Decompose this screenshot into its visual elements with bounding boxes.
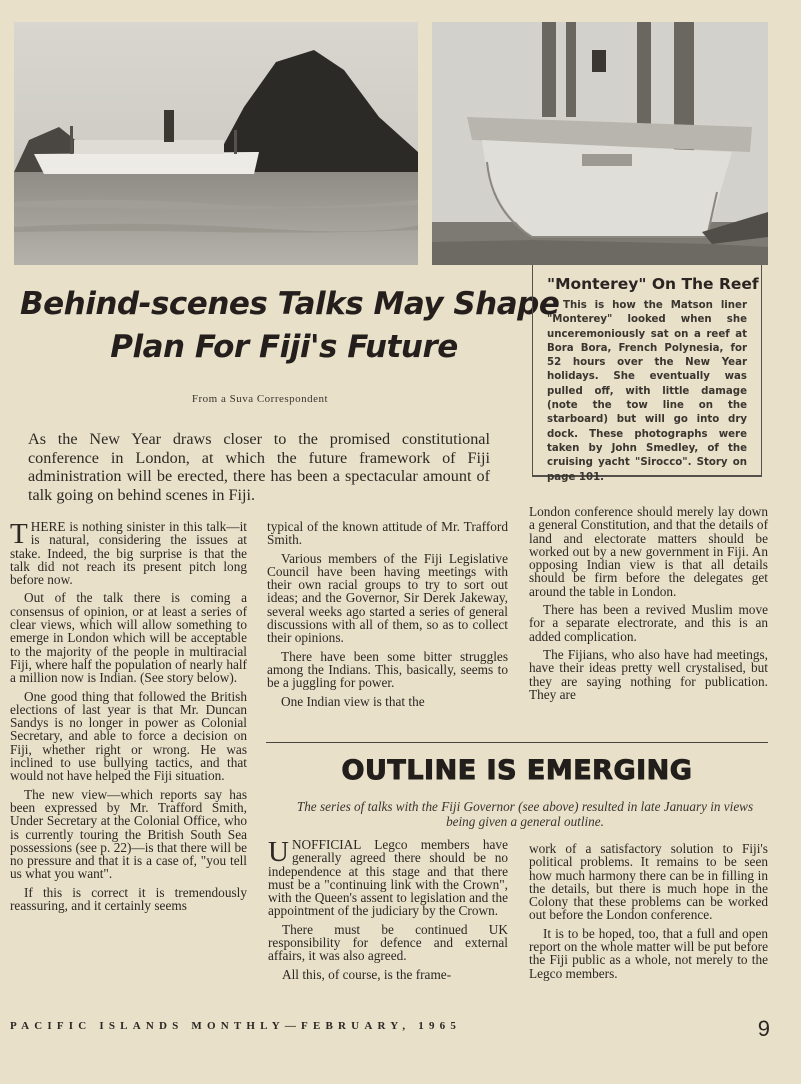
paragraph: Out of the talk there is coming a consensus of opinion, or at least a series of clear views, which will allow something to emerge in London which will be acceptable to the majority of the people in multiracial Fiji, where half the population of nearly half a million now is Indian. (See story below). (10, 590, 247, 686)
paragraph: London conference should merely lay down a general Constitution, and that the details of land and electorate matters should be worked out by a new government in Fiji. An opposing Indian view is that all details should be firm before the delegates get around the table in London. (529, 504, 768, 599)
drop-cap: T (10, 518, 28, 550)
page-footer (10, 1016, 770, 1042)
byline: From a Suva Correspondent (191, 393, 329, 405)
headline-line-2: Plan For Fiji's Future (110, 329, 458, 365)
paragraph: There have been some bitter struggles among the Indians. This, basically, seems to be a juggling for power. (267, 648, 508, 691)
caption-text: This is how the Matson liner "Monterey" looked when she unceremoniously sat on a reef at Bora Bora, French Polynesia, for 52 hours over the New Year holidays. She eventually was pulled off, with little damage (note the tow line on the starboard) but will go into dry dock. These photographs were taken by John Smedley, of the cruising yacht "Sirocco". Story on page 101. (547, 300, 747, 483)
article-headline (20, 283, 560, 369)
photo-caption-box (532, 265, 762, 483)
paragraph: It is to be hoped, too, that a full and open report on the whole matter will be put before the Fiji public as a whole, not merely to the Legco members. (529, 925, 768, 981)
paragraph: The new view—which reports say has been expressed by Mr. Trafford Smith, Under Secretary at the Colonial Office, who is currently touring the British South Sea possessions (see p. 22)—is that there will be no pressure and that it is a case of, "you tell us what you want". (10, 786, 247, 882)
article2-column-2 (529, 842, 768, 985)
article2-column-1 (268, 838, 508, 986)
paragraph: work of a satisfactory solution to Fiji's political problems. It remains to be seen how much harmony there can be in filling in the details, but there is much hope in the Colony that these problems can be worked out before the London conference. (529, 841, 768, 923)
paragraph: One Indian view is that the (281, 693, 425, 709)
paragraph: One good thing that followed the British elections of last year is that Mr. Duncan Sandys is no longer in power as Colonial Secretary, and able to force a decision on Fiji, whether right or wrong. He was inclined to use bullying tactics, and that would not have helped the Fiji situation. (10, 688, 247, 784)
lead-paragraph: As the New Year draws closer to the promised constitutional conference in London, at which the future framework of Fiji administration will be erected, there has been a spectacular amount of talk going on behind scenes in Fiji. (28, 430, 490, 504)
drop-cap: U (268, 836, 289, 868)
article-column-1 (10, 520, 247, 917)
paragraph: There must be continued UK responsibility for defence and external affairs, it was also agreed. (268, 921, 508, 964)
photo-monterey-stern (432, 22, 768, 265)
page-number: 9 (757, 1016, 770, 1041)
paragraph: Various members of the Fiji Legislative Council have been having meetings with their own racial groups to try to sort out ideas; and the Governor, Sir Derek Jakeway, several weeks ago started a series of general discussions with all of them, so as to collect their opinions. (267, 550, 508, 646)
paragraph: All this, of course, is the frame- (282, 966, 452, 982)
publication-name: PACIFIC ISLANDS MONTHLY—FEBRUARY, 1965 (10, 1020, 462, 1032)
paragraph: typical of the known attitude of Mr. Trafford Smith. (267, 519, 508, 548)
paragraph: There has been a revived Muslim move for a separate electrorate, and this is an added complication. (529, 602, 768, 644)
article-column-3 (529, 505, 768, 706)
secondary-headline: OUTLINE IS EMERGING (341, 755, 693, 786)
paragraph: THERE is nothing sinister in this talk—it is natural, considering the issues at stake. Indeed, the big surprise is that the talk did not reach its present pitch long before now. (10, 518, 247, 588)
paragraph: If this is correct it is tremendously reassuring, and it certainly seems (10, 884, 247, 914)
section-divider (266, 742, 768, 743)
article-column-2 (267, 520, 508, 713)
headline-line-1: Behind-scenes Talks May Shape (20, 286, 560, 322)
paragraph: The Fijians, who also have had meetings, have their ideas pretty well crystalised, but they are saying nothing for publication. They are (529, 646, 768, 702)
caption-title: "Monterey" On The Reef (547, 275, 759, 293)
paragraph: UNOFFICIAL Legco members have generally agreed there should be no independence at this stage and that there must be a "continuing link with the Crown", with the Queen's assent to legislation and the appointment of the judiciary by the Crown. (268, 836, 508, 919)
secondary-subtitle: The series of talks with the Fiji Governor (see above) resulted in late January in views being given a general outline. (296, 799, 754, 829)
photo-monterey-bora-bora (14, 22, 418, 265)
